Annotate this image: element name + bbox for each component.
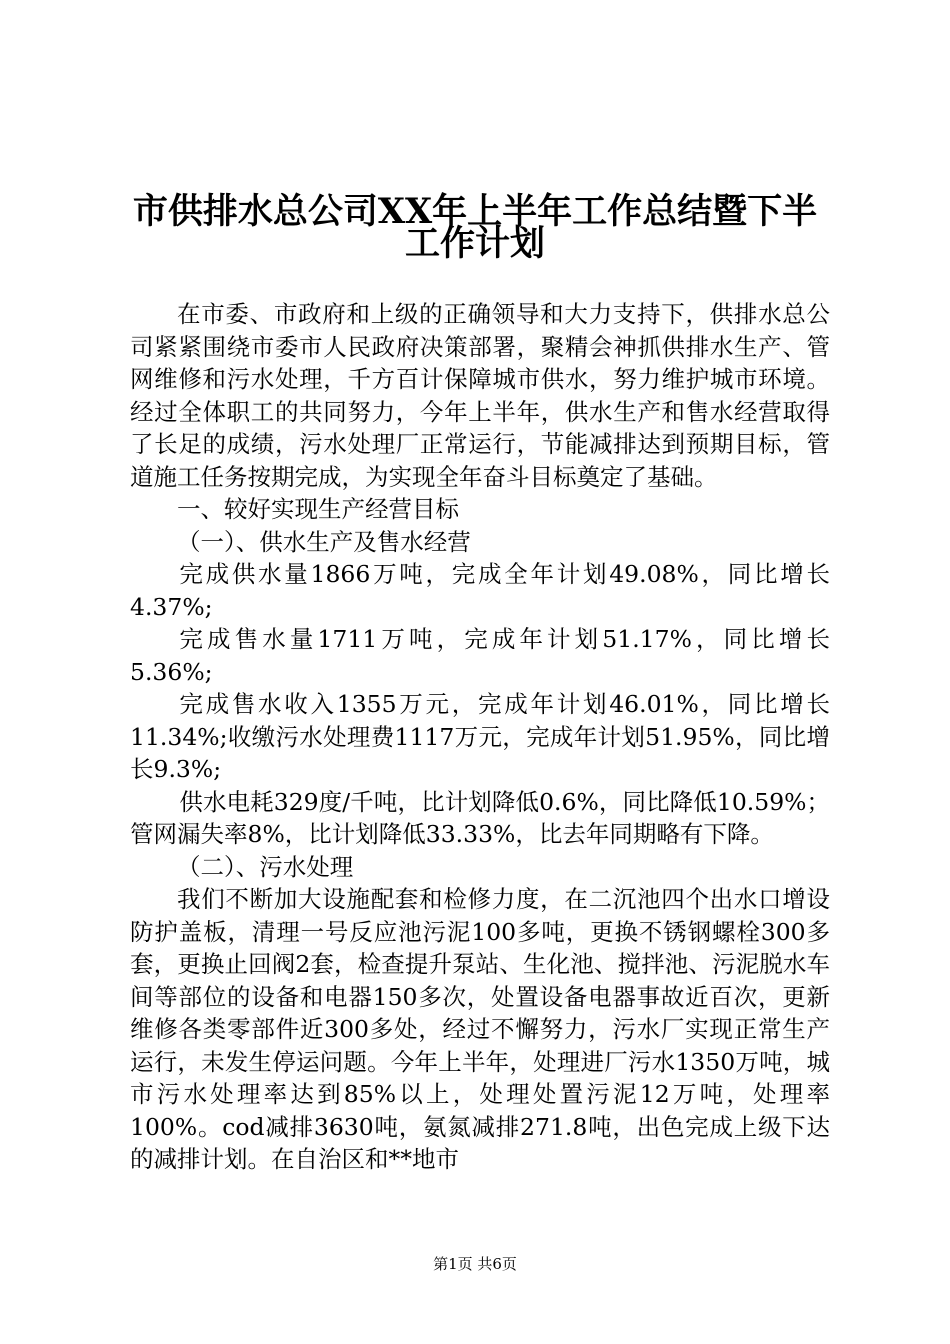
document-title-line1: 市供排水总公司XX年上半年工作总结暨下半 <box>132 191 818 232</box>
paragraph-revenue: 完成售水收入1355万元，完成年计划46.01%，同比增长11.34%;收缴污水处理费1117万元，完成年计划51.95%，同比增长9.3%; <box>130 690 830 783</box>
document-body <box>130 298 830 1176</box>
subsection-heading-2: （二）、污水处理 <box>177 852 354 881</box>
paragraph-power-consumption: 供水电耗329度/千吨，比计划降低0.6%，同比降低10.59%；管网漏失率8%，比计划降低33.33%，比去年同期略有下降。 <box>130 787 830 848</box>
paragraph-sewage-treatment: 我们不断加大设施配套和检修力度，在二沉池四个出水口增设防护盖板，清理一号反应池污泥100多吨，更换不锈钢螺栓300多套，更换止回阀2套，检查提升泵站、生化池、搅拌池、污泥脱水车间等部位的设备和电器150多次，处置设备电器事故近百次，更新维修各类零部件近300多处，经过不懈努力，污水厂实现正常生产运行，未发生停运问题。今年上半年，处理进厂污水1350万吨，城市污水处理率达到85%以上，处理处置污泥12万吨，处理率100%。cod减排3630吨，氨氮减排271.8吨，出色完成上级下达的减排计划。在自治区和**地市 <box>130 885 830 1173</box>
section-heading-1: 一、较好实现生产经营目标 <box>177 495 459 523</box>
subsection-heading-1: （一）、供水生产及售水经营 <box>177 527 471 556</box>
paragraph-water-sales: 完成售水量1711万吨，完成年计划51.17%，同比增长5.36%; <box>130 625 830 686</box>
paragraph-intro: 在市委、市政府和上级的正确领导和大力支持下，供排水总公司紧紧围绕市委市人民政府决策部署，聚精会神抓供排水生产、管网维修和污水处理，千方百计保障城市供水，努力维护城市环境。经过全体职工的共同努力，今年上半年，供水生产和售水经营取得了长足的成绩，污水处理厂正常运行，节能减排达到预期目标，管道施工任务按期完成，为实现全年奋斗目标奠定了基础。 <box>130 300 830 491</box>
paragraph-water-supply: 完成供水量1866万吨，完成全年计划49.08%，同比增长4.37%; <box>130 560 830 621</box>
page-footer: 第1页 共6页 <box>433 1255 517 1273</box>
document-title-line2: 工作计划 <box>404 223 545 264</box>
